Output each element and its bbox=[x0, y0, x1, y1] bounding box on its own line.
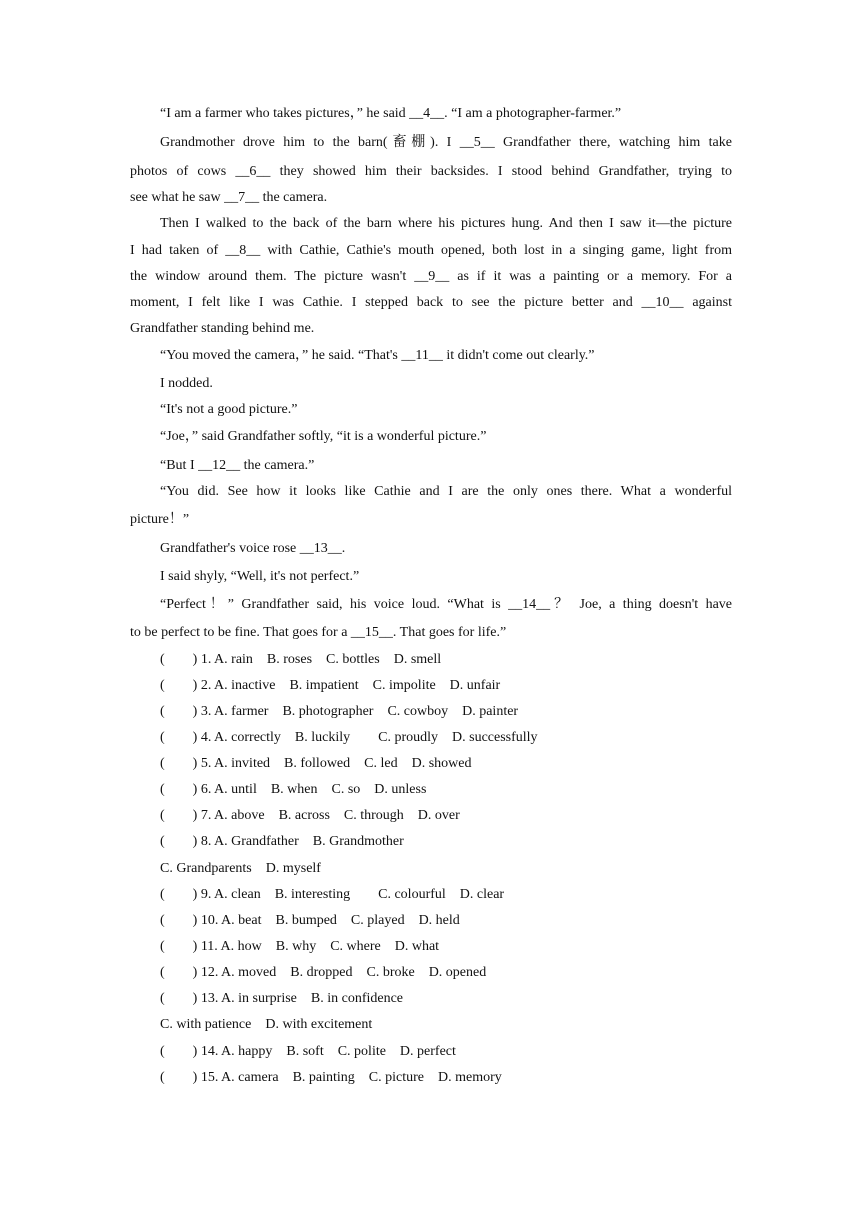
option-row: ( ) 2. A. inactive B. impatient C. impolite D. unfair bbox=[160, 678, 501, 693]
option-row: ( ) 4. A. correctly B. luckily C. proudly D. successfully bbox=[160, 730, 538, 745]
passage-line: “You did. See how it looks like Cathie and I are the only ones there. What a wonderful bbox=[160, 484, 732, 499]
passage-line: to be perfect to be fine. That goes for a __15__. That goes for life.” bbox=[130, 625, 507, 640]
passage-line: photos of cows __6__ they showed him their backsides. I stood behind Grandfather, trying to bbox=[130, 164, 732, 179]
passage-line: “You moved the camera，” he said. “That's __11__ it didn't come out clearly.” bbox=[160, 348, 595, 363]
passage-line: picture！” bbox=[130, 512, 190, 527]
option-row: ( ) 13. A. in surprise B. in confidence bbox=[160, 991, 404, 1006]
passage-line: moment, I felt like I was Cathie. I stepped back to see the picture better and __10__ against bbox=[130, 295, 732, 310]
passage-line: the window around them. The picture wasn't __9__ as if it was a painting or a memory. For a bbox=[130, 269, 732, 284]
passage-line: Grandmother drove him to the barn(畜棚). I __5__ Grandfather there, watching him take bbox=[160, 135, 732, 150]
option-row: ( ) 1. A. rain B. roses C. bottles D. smell bbox=[160, 652, 442, 667]
passage-line: see what he saw __7__ the camera. bbox=[130, 190, 328, 205]
passage-line: “I am a farmer who takes pictures，” he said __4__. “I am a photographer-farmer.” bbox=[160, 106, 622, 121]
passage-line: Then I walked to the back of the barn where his pictures hung. And then I saw it—the picture bbox=[160, 216, 732, 231]
passage-line: I had taken of __8__ with Cathie, Cathie's mouth opened, both lost in a singing game, light from bbox=[130, 243, 732, 258]
option-row: ( ) 8. A. Grandfather B. Grandmother bbox=[160, 834, 404, 849]
option-row: ( ) 5. A. invited B. followed C. led D. showed bbox=[160, 756, 472, 771]
option-row: ( ) 6. A. until B. when C. so D. unless bbox=[160, 782, 427, 797]
option-row: C. Grandparents D. myself bbox=[160, 861, 321, 876]
option-row: ( ) 9. A. clean B. interesting C. colourful D. clear bbox=[160, 887, 505, 902]
option-row: ( ) 15. A. camera B. painting C. picture D. memory bbox=[160, 1070, 502, 1085]
option-row: ( ) 11. A. how B. why C. where D. what bbox=[160, 939, 440, 954]
passage-line: I said shyly, “Well, it's not perfect.” bbox=[160, 569, 360, 584]
option-row: ( ) 7. A. above B. across C. through D. over bbox=[160, 808, 460, 823]
passage-line: “It's not a good picture.” bbox=[160, 402, 298, 417]
passage-line: “Joe，” said Grandfather softly, “it is a wonderful picture.” bbox=[160, 429, 487, 444]
option-row: ( ) 14. A. happy B. soft C. polite D. perfect bbox=[160, 1044, 456, 1059]
passage-line: “But I __12__ the camera.” bbox=[160, 458, 315, 473]
passage-line: Grandfather's voice rose __13__. bbox=[160, 541, 346, 556]
option-row: ( ) 3. A. farmer B. photographer C. cowboy D. painter bbox=[160, 704, 519, 719]
option-row: ( ) 10. A. beat B. bumped C. played D. held bbox=[160, 913, 460, 928]
passage-line: I nodded. bbox=[160, 376, 213, 391]
passage-line: “Perfect！” Grandfather said, his voice loud. “What is __14__？ Joe, a thing doesn't have bbox=[160, 597, 732, 612]
option-row: ( ) 12. A. moved B. dropped C. broke D. opened bbox=[160, 965, 487, 980]
passage-line: Grandfather standing behind me. bbox=[130, 321, 315, 336]
option-row: C. with patience D. with excitement bbox=[160, 1017, 373, 1032]
